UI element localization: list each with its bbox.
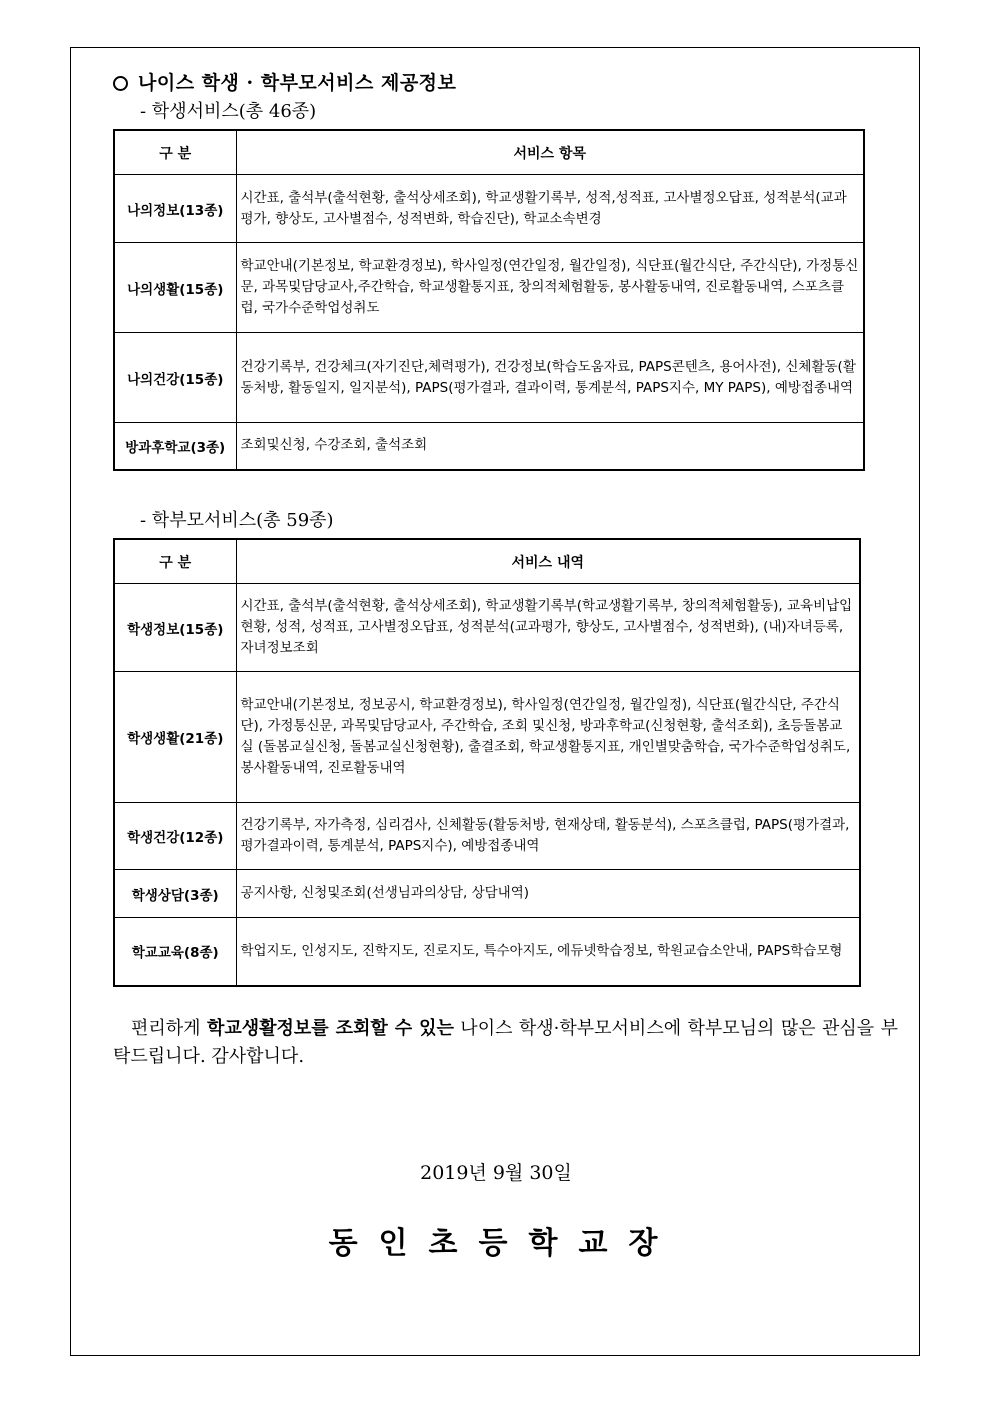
- row-category: 나의건강(15종): [114, 333, 236, 423]
- student-services-table: [113, 129, 865, 471]
- row-category: 방과후학교(3종): [114, 423, 236, 470]
- row-category: 나의정보(13종): [114, 175, 236, 243]
- header-category: 구 분: [114, 539, 236, 584]
- table-row: [114, 672, 860, 803]
- header-items: 서비스 내역: [236, 539, 860, 584]
- table-header-row: [114, 130, 864, 175]
- row-category: 학생상담(3종): [114, 870, 236, 918]
- closing-paragraph: [113, 1015, 898, 1071]
- section-heading-text: 나이스 학생 · 학부모서비스 제공정보: [138, 72, 457, 94]
- table-row: [114, 870, 860, 918]
- table-row: [114, 423, 864, 470]
- closing-prefix: 편리하게: [131, 1018, 207, 1039]
- row-items: 시간표, 출석부(출석현황, 출석상세조회), 학교생활기록부, 성적,성적표, 고사별정오답표, 성적분석(교과평가, 향상도, 고사별점수, 성적변화, 학습진단), 학교소속변경: [236, 175, 864, 243]
- header-items: 서비스 항목: [236, 130, 864, 175]
- table-header-row: [114, 539, 860, 584]
- section-heading: [113, 68, 456, 95]
- table-row: [114, 803, 860, 870]
- circle-bullet-icon: [113, 76, 128, 91]
- row-category: 학생생활(21종): [114, 672, 236, 803]
- table-row: [114, 175, 864, 243]
- header-category: 구 분: [114, 130, 236, 175]
- table-row: [114, 584, 860, 672]
- row-category: 나의생활(15종): [114, 243, 236, 333]
- table-row: [114, 243, 864, 333]
- row-items: 시간표, 출석부(출석현황, 출석상세조회), 학교생활기록부(학교생활기록부, 창의적체험활동), 교육비납입현황, 성적, 성적표, 고사별정오답표, 성적분석(교과평가, 향상도, 고사별점수, 성적변화), (내)자녀등록, 자녀정보조회: [236, 584, 860, 672]
- row-items: 건강기록부, 건강체크(자기진단,체력평가), 건강정보(학습도움자료, PAPS콘텐츠, 용어사전), 신체활동(활동처방, 활동일지, 일지분석), PAPS(평가결과, 결과이력, 통계분석, PAPS지수, MY PAPS), 예방접종내역: [236, 333, 864, 423]
- row-items: 학업지도, 인성지도, 진학지도, 진로지도, 특수아지도, 에듀넷학습정보, 학원교습소안내, PAPS학습모형: [236, 918, 860, 986]
- table-row: [114, 333, 864, 423]
- student-services-subtitle: - 학생서비스(총 46종): [140, 101, 317, 122]
- parent-services-table: [113, 538, 861, 987]
- row-category: 학생건강(12종): [114, 803, 236, 870]
- row-category: 학생정보(15종): [114, 584, 236, 672]
- table-row: [114, 918, 860, 986]
- row-items: 학교안내(기본정보, 학교환경정보), 학사일정(연간일정, 월간일정), 식단표(월간식단, 주간식단), 가정통신문, 과목및담당교사,주간학습, 학교생활통지표, 창의적체험활동, 봉사활동내역, 진로활동내역, 스포츠클럽, 국가수준학업성취도: [236, 243, 864, 333]
- signer-name: 동인초등학교장: [328, 1226, 679, 1261]
- closing-emphasis: 학교생활정보를 조회할 수 있는: [206, 1018, 454, 1039]
- row-category: 학교교육(8종): [114, 918, 236, 986]
- row-items: 학교안내(기본정보, 정보공시, 학교환경정보), 학사일정(연간일정, 월간일정), 식단표(월간식단, 주간식단), 가정통신문, 과목및담당교사, 주간학습, 조회 및신청, 방과후학교(신청현황, 출석조회), 초등돌봄교실 (돌봄교실신청, 돌봄교실신청현황), 출결조회, 학교생활통지표, 개인별맞춤학습, 국가수준학업성취도, 봉사활동내역, 진로활동내역: [236, 672, 860, 803]
- document-date: 2019년 9월 30일: [420, 1162, 572, 1184]
- parent-services-subtitle: - 학부모서비스(총 59종): [140, 510, 334, 531]
- closing-suffix: 나이스 학생·학부모서비스에 학부모님의 많은 관심을 부탁드립니다. 감사합니다.: [113, 1018, 898, 1067]
- row-items: 공지사항, 신청및조회(선생님과의상담, 상담내역): [236, 870, 860, 918]
- row-items: 조회및신청, 수강조회, 출석조회: [236, 423, 864, 470]
- row-items: 건강기록부, 자가측정, 심리검사, 신체활동(활동처방, 현재상태, 활동분석), 스포츠클럽, PAPS(평가결과,평가결과이력, 통계분석, PAPS지수), 예방접종내역: [236, 803, 860, 870]
